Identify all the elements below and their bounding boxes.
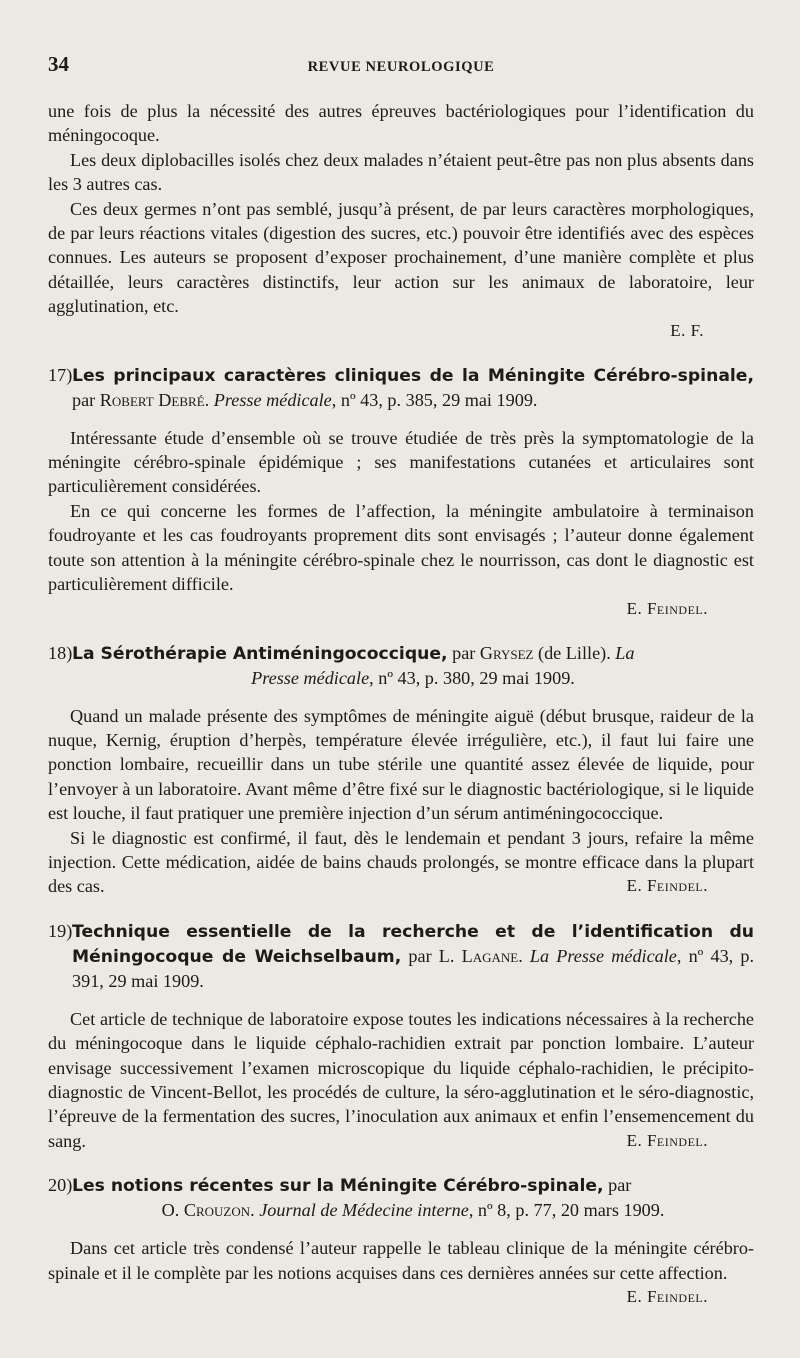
journal-title: REVUE NEUROLOGIQUE [307,59,495,75]
review-20 [48,1173,754,1306]
review-details: , nº 43, p. 391, 29 mai 1909. [72,945,755,991]
review-citation-line [72,1198,754,1222]
intro-paragraph: Les deux diplobacilles isolés chez deux malades n’étaient peut-être pas non plus absents dans les 3 autres cas. [48,149,754,195]
review-details: , nº 43, p. 380, 29 mai 1909. [369,667,575,688]
review-number: 20) [48,1175,73,1196]
review-source: Presse médicale [213,389,332,410]
review-number: 18) [48,642,73,663]
review-paragraph: Intéressante étude d’ensemble où se trouve étudiée de très près la symptomatologie de la méningite cérébro-spinale épidémique ; ses manifestations cutanées et articulaires sont particulièrement considérées. [48,427,754,497]
review-signature: E. Feindel. [626,876,708,896]
review-by: par [401,945,439,966]
review-heading [48,363,754,412]
review-by: par [447,642,480,663]
review-citation-line [72,666,754,690]
review-heading [48,641,754,690]
review-18 [48,641,754,899]
review-sep: (de Lille). [533,642,616,663]
review-title: Les notions récentes sur la Méningite Cérébro-spinale, [72,1176,604,1197]
review-paragraph: Si le diagnostic est confirmé, il faut, dès le lendemain et pendant 3 jours, refaire la même injection. Cette médication, aidée de bains chauds prolongés, se montre efficace dans la plupart des cas. E. Feindel. [48,826,754,899]
review-heading [48,919,754,993]
intro-paragraph: une fois de plus la nécessité des autres épreuves bactériologiques pour l’identification du méningocoque. [48,101,754,146]
review-by: par [603,1175,632,1196]
review-paragraph: Dans cet article très condensé l’auteur rappelle le tableau clinique de la méningite cérébro-spinale et il le complète par les notions acquises dans ces dernières années sur cette affection. E. Feindel. [48,1236,754,1285]
review-paragraph: En ce qui concerne les formes de l’affection, la méningite ambulatoire à terminaison foudroyante et les cas foudroyants proprement dits sont envisagés ; l’auteur donne également toute son attention à la méningite cérébro-spinale chez le nourrisson, cas dont le diagnostic est particulièrement difficile. [48,500,754,595]
intro-paragraph: Ces deux germes n’ont pas semblé, jusqu’à présent, de par leurs caractères morphologiques, de par leurs réactions vitales (digestion des sucres, etc.) pouvoir être identifiés avec des espèces connues. Les auteurs se proposent d’exposer prochainement, d’une manière complète et plus détaillée, leurs caractères distinctifs, leur action sur les animaux de laboratoire, leur agglutination, etc. [48,198,754,317]
review-author: Robert Debré [99,389,205,410]
review-heading [48,1173,754,1222]
review-number: 17) [48,364,73,385]
review-title: Les principaux caractères cliniques de la Méningite Cérébro-spinale, [72,365,754,386]
review-source: La Presse médicale [529,945,677,966]
review-details: , nº 8, p. 77, 20 mars 1909. [468,1200,665,1221]
review-signature: E. Feindel. [626,1130,708,1150]
review-by: par [72,389,100,410]
review-sep: . [250,1200,260,1221]
intro-signature: E. F. [670,320,704,340]
review-sep: . [204,389,214,410]
review-source: Journal de Médecine interne [259,1200,469,1221]
review-paragraph: Cet article de technique de laboratoire expose toutes les indications nécessaires à la recherche du méningocoque dans le liquide céphalo-rachidien extrait par ponction lombaire. L’auteur envisage successivement l’examen microscopique du liquide céphalo-rachidien, le précipito-diagnostic de Vincent-Bellot, les procédés de culture, la séro-agglutination et le séro-diagnostic, l’épreuve de la fermentation des sucres, l’inoculation aux animaux et enfin l’ensemencement du sang. E. Feindel. [48,1007,754,1153]
review-number: 19) [48,920,73,941]
review-title: La Sérothérapie Antiméningococcique, [72,643,448,664]
review-sep: . [518,945,530,966]
review-signature: E. Feindel. [626,1287,708,1306]
review-author: L. Lagane [438,945,519,966]
review-author: O. Crouzon [161,1200,251,1221]
review-source: Presse médicale [251,667,370,688]
review-details: , nº 43, p. 385, 29 mai 1909. [331,389,538,410]
review-title: Technique essentielle de la recherche et de l’identification du Méningocoque de Weichselbaum, [72,921,754,967]
review-source: La [615,642,635,663]
review-author: Grysez [479,642,534,663]
review-signature: E. Feindel. [626,598,708,618]
intro-section [48,99,754,343]
review-paragraph: Quand un malade présente des symptômes de méningite aiguë (début brusque, raideur de la nuque, Kernig, éruption d’herpès, température élevée irrégulière, etc.), il faut lui faire une ponction lombaire, recueillir dans un tube stérile une quantité assez élevée de liquide, pour l’envoyer à un laboratoire. Avant même d’être fixé sur le diagnostic bactériologique, si le liquide est louche, il faut pratiquer une première injection d’un sérum antiméningococcique. [48,705,754,824]
review-19 [48,919,754,1153]
review-17 [48,363,754,621]
page-number: 34 [48,52,69,76]
running-head [48,52,754,77]
